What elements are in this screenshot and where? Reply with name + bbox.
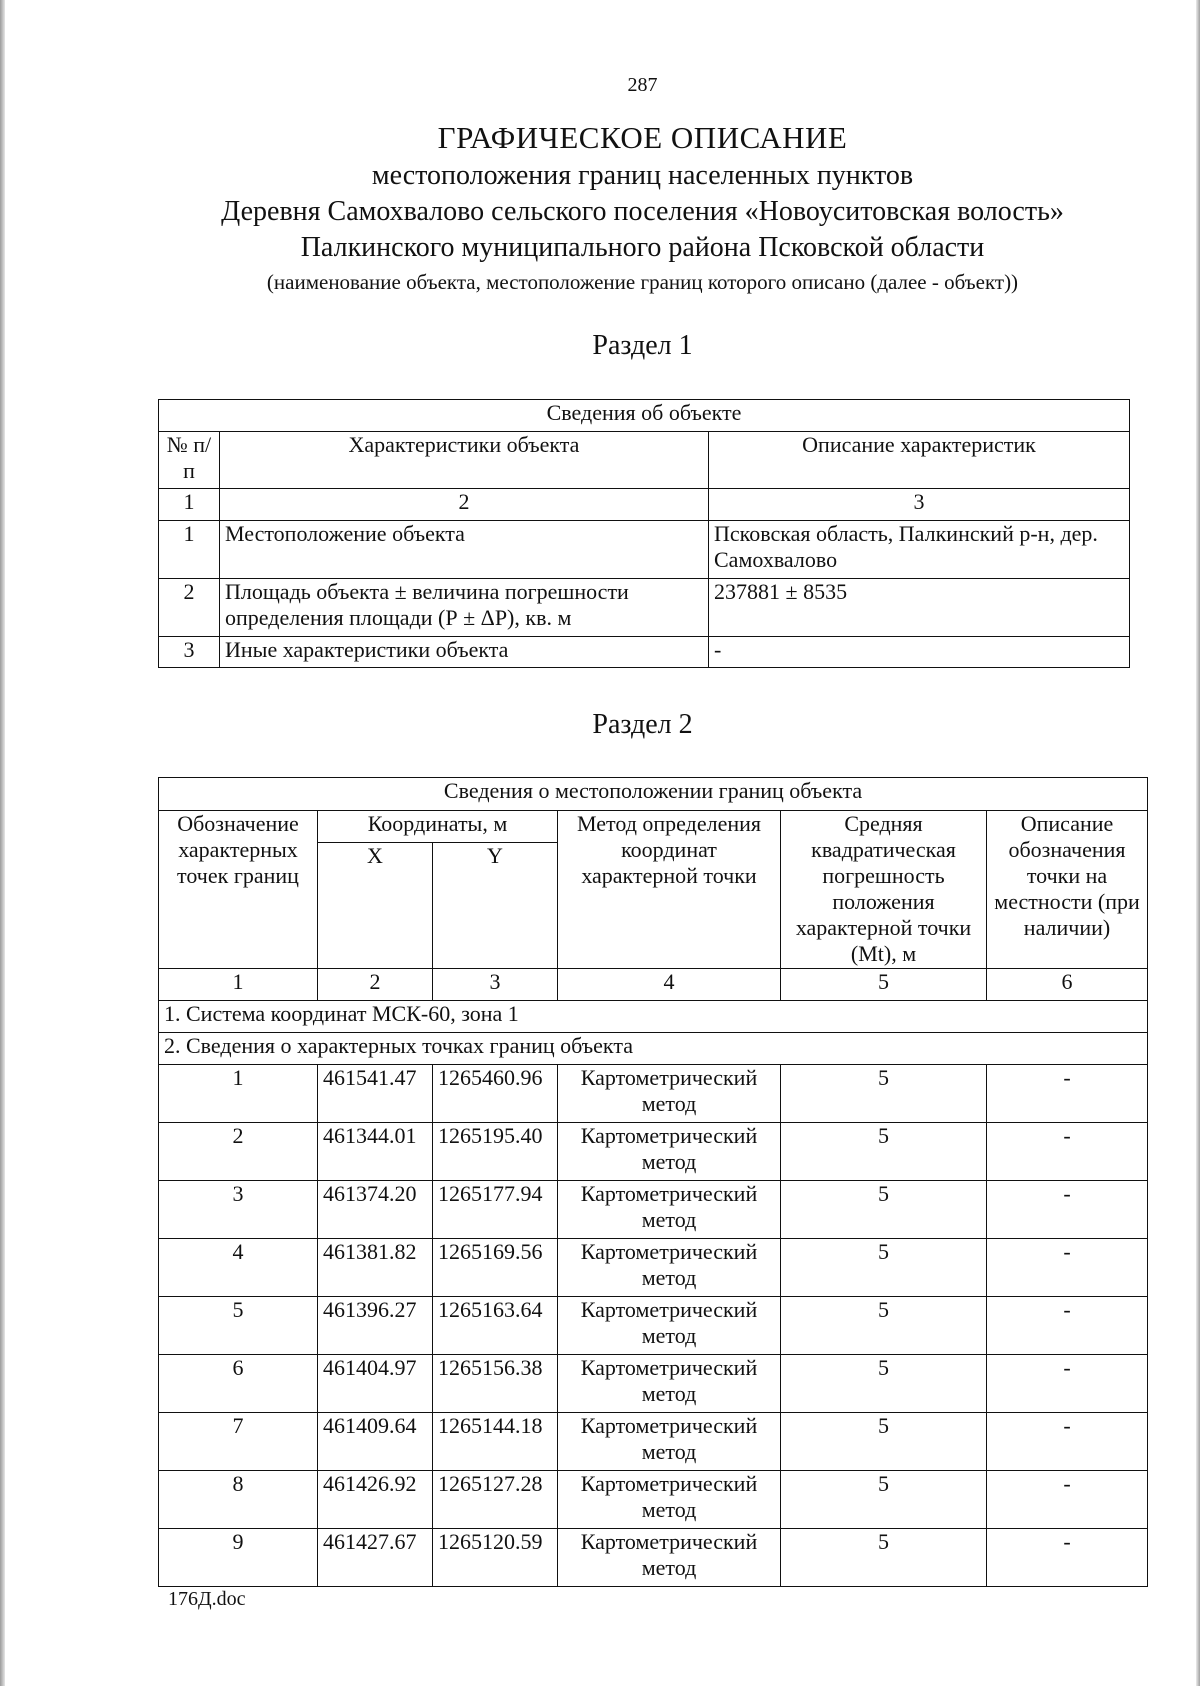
header-error: Средняя квадратическая погрешность положения характерной точки (Mt), м [781,811,987,969]
table-row: 2 461344.01 1265195.40 Картометрический метод 5 - [159,1123,1148,1181]
header-coordinates: Координаты, м [318,811,558,843]
header-x: X [318,843,433,969]
header-description: Описание обозначения точки на местности (при наличии) [987,811,1148,969]
table-row: 4 461381.82 1265169.56 Картометрический метод 5 - [159,1239,1148,1297]
table-row: 2 Площадь объекта ± величина погрешности определения площади (Р ± ΔР), кв. м 237881 ± 8535 [159,579,1130,637]
table-row: 7 461409.64 1265144.18 Картометрический метод 5 - [159,1413,1148,1471]
object-info-table [158,399,1130,668]
header-method: Метод определения координат характерной точки [558,811,781,969]
header-y: Y [433,843,558,969]
section-1-heading: Раздел 1 [592,330,693,361]
section-2-heading: Раздел 2 [592,709,693,740]
table-row: 6 461404.97 1265156.38 Картометрический метод 5 - [159,1355,1148,1413]
table-row: 9 461427.67 1265120.59 Картометрический метод 5 - [159,1529,1148,1587]
title-note: (наименование объекта, местоположение границ которого описано (далее - объект)) [266,270,1019,294]
table-title: Сведения об объекте [159,400,1130,432]
table-row: 1 461541.47 1265460.96 Картометрический метод 5 - [159,1065,1148,1123]
scan-edge-left [0,0,5,1686]
footer-filename: 176Д.doc [168,1588,246,1610]
title-line-3: Палкинского муниципального района Псковской области [300,232,985,263]
header-num: № п/п [159,432,220,489]
page-number: 287 [627,74,658,96]
points-section-title: 2. Сведения о характерных точках границ объекта [159,1033,1148,1065]
table-row: 3 461374.20 1265177.94 Картометрический метод 5 - [159,1181,1148,1239]
table-row: 8 461426.92 1265127.28 Картометрический метод 5 - [159,1471,1148,1529]
scan-edge-right [1196,0,1200,1686]
boundary-points-table [158,777,1148,1587]
column-number-row: 1 2 3 4 5 6 [159,969,1148,1001]
table-row: 1 Местоположение объекта Псковская область, Палкинский р-н, дер. Самохвалово [159,521,1130,579]
header-point: Обозначение характерных точек границ [159,811,318,969]
coordinate-system: 1. Система координат МСК-60, зона 1 [159,1001,1148,1033]
document-title [150,118,1135,296]
header-description: Описание характеристик [709,432,1130,489]
table-title: Сведения о местоположении границ объекта [159,778,1148,811]
title-line-2: Деревня Самохвалово сельского поселения «Новоуситовская волость» [221,196,1064,227]
table-row: 5 461396.27 1265163.64 Картометрический метод 5 - [159,1297,1148,1355]
title-line-1: местоположения границ населенных пунктов [371,160,914,191]
table-row: 3 Иные характеристики объекта - [159,637,1130,668]
column-number-row: 1 2 3 [159,489,1130,521]
header-characteristic: Характеристики объекта [220,432,709,489]
title-main: ГРАФИЧЕСКОЕ ОПИСАНИЕ [437,120,848,155]
